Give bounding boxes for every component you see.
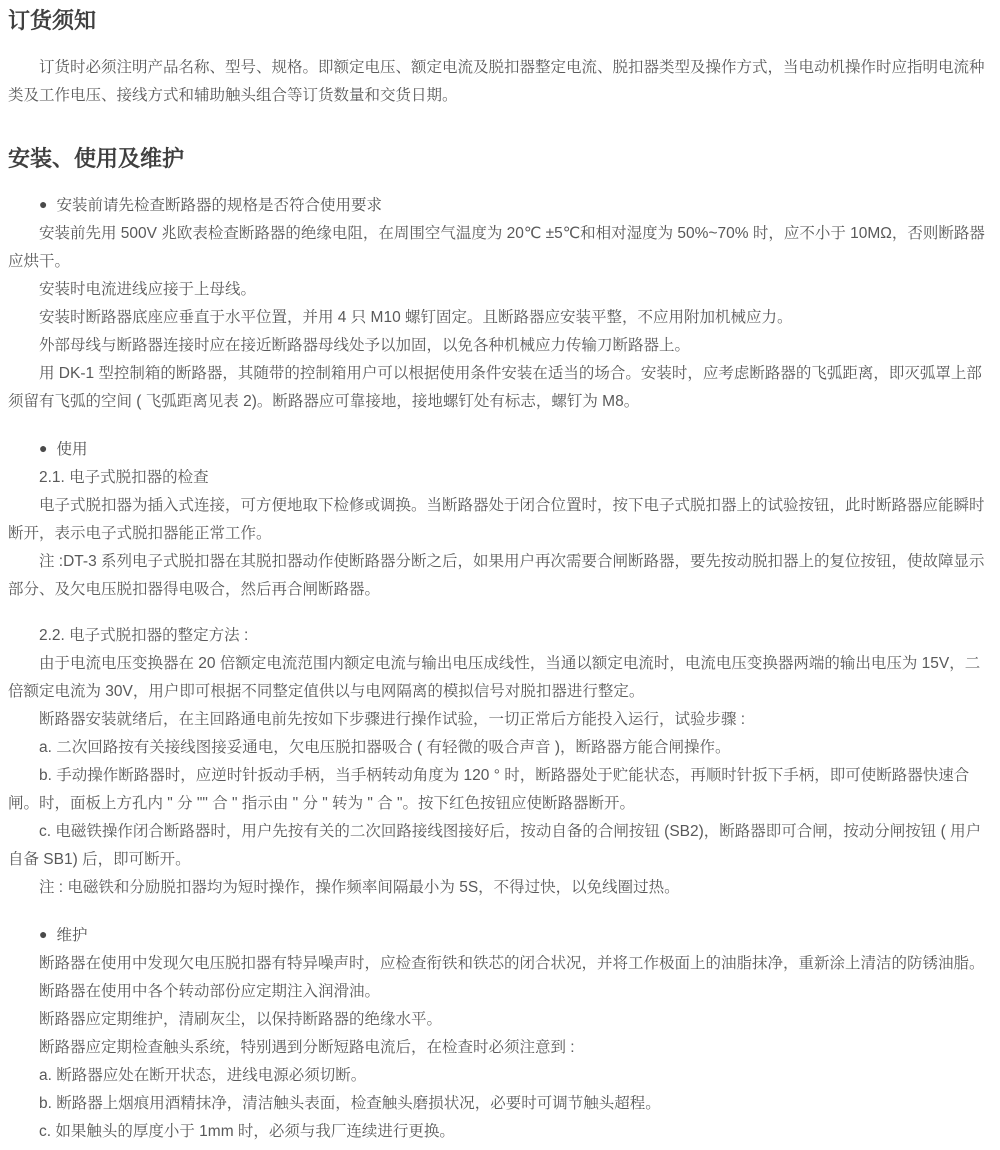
paragraph-step-c-electromagnet: c. 电磁铁操作闭合断路器时，用户先按有关的二次回路接线图接好后，按动自备的合闸按钮 (SB2)，断路器即可合闸，按动分闸按钮 ( 用户自备 SB1) 后，即可断开。 bbox=[8, 823, 982, 868]
paragraph-base-mounting: 安装时断路器底座应垂直于水平位置，并用 4 只 M10 螺钉固定。且断路器应安装平整，不应用附加机械应力。 bbox=[39, 309, 793, 326]
bullet-icon: ● bbox=[39, 440, 48, 456]
bullet-label: 使用 bbox=[56, 441, 88, 458]
paragraph-step-a-secondary-circuit: a. 二次回路按有关接线图接妥通电，欠电压脱扣器吸合 ( 有轻微的吸合声音 )，断路器方能合闸操作。 bbox=[39, 739, 731, 756]
paragraph-incoming-line: 安装时电流进线应接于上母线。 bbox=[39, 281, 257, 298]
bullet-label: 安装前请先检查断路器的规格是否符合使用要求 bbox=[56, 197, 382, 214]
paragraph-lubrication: 断路器在使用中各个转动部份应定期注入润滑油。 bbox=[39, 983, 381, 1000]
paragraph-check-c-thickness: c. 如果触头的厚度小于 1mm 时，必须与我厂连续进行更换。 bbox=[39, 1123, 455, 1140]
paragraph-contact-system-check: 断路器应定期检查触头系统，特别遇到分断短路电流后，在检查时必须注意到 : bbox=[39, 1039, 575, 1056]
paragraph-undervoltage-noise: 断路器在使用中发现欠电压脱扣器有特异噪声时，应检查衔铁和铁芯的闭合状况，并将工作极面上的油脂抹净，重新涂上清洁的防锈油脂。 bbox=[39, 955, 985, 972]
paragraph-2-2-heading: 2.2. 电子式脱扣器的整定方法 : bbox=[39, 627, 249, 644]
section-title-ordering: 订货须知 bbox=[8, 8, 97, 33]
paragraph-2-1-heading: 2.1. 电子式脱扣器的检查 bbox=[39, 469, 209, 486]
paragraph-voltage-converter: 由于电流电压变换器在 20 倍额定电流范围内额定电流与输出电压成线性，当通以额定电流时，电流电压变换器两端的输出电压为 15V，二倍额定电流为 30V，用户即可根据不同整定值供以与电网隔离的模拟信号对脱扣器进行整定。 bbox=[8, 655, 981, 700]
paragraph-busbar-reinforce: 外部母线与断路器连接时应在接近断路器母线处予以加固，以免各种机械应力传输刀断路器上。 bbox=[39, 337, 691, 354]
paragraph-step-b-manual-operation: b. 手动操作断路器时，应逆时针扳动手柄，当手柄转动角度为 120 ° 时，断路器处于贮能状态，再顺时针扳下手柄，即可使断路器快速合闸。时，面板上方孔内 " 分 "" 合 " 指示由 " 分 " 转为 " 合 "。按下红色按钮应使断路器断开。 bbox=[8, 767, 970, 812]
paragraph-note-dt3: 注 :DT-3 系列电子式脱扣器在其脱扣器动作使断路器分断之后，如果用户再次需要合闸断路器，要先按动脱扣器上的复位按钮，使故障显示部分、及欠电压脱扣器得电吸合，然后再合闸断路器。 bbox=[8, 553, 985, 598]
paragraph-dk1-control-box: 用 DK-1 型控制箱的断路器，其随带的控制箱用户可以根据使用条件安装在适当的场合。安装时，应考虑断路器的飞弧距离，即灭弧罩上部须留有飞弧的空间 ( 飞弧距离见表 2)。断路器应可靠接地，接地螺钉处有标志，螺钉为 M8。 bbox=[8, 365, 982, 410]
bullet-icon: ● bbox=[39, 196, 48, 212]
bullet-item-pre-install-check bbox=[8, 190, 992, 220]
paragraph-ordering-info: 订货时必须注明产品名称、型号、规格。即额定电压、额定电流及脱扣器整定电流、脱扣器类型及操作方式，当电动机操作时应指明电流种类及工作电压、接线方式和辅助触头组合等订货数量和交货日期。 bbox=[8, 59, 985, 104]
bullet-label: 维护 bbox=[56, 927, 88, 944]
paragraph-regular-cleaning: 断路器应定期维护，清刷灰尘，以保持断路器的绝缘水平。 bbox=[39, 1011, 443, 1028]
bullet-icon: ● bbox=[39, 926, 48, 942]
paragraph-check-a-power-off: a. 断路器应处在断开状态，进线电源必须切断。 bbox=[39, 1067, 367, 1084]
bullet-item-maintenance bbox=[8, 920, 992, 950]
paragraph-note-electromagnet: 注 : 电磁铁和分励脱扣器均为短时操作，操作频率间隔最小为 5S，不得过快，以免线圈过热。 bbox=[39, 879, 680, 896]
paragraph-trip-unit-check: 电子式脱扣器为插入式连接，可方便地取下检修或调换。当断路器处于闭合位置时，按下电子式脱扣器上的试验按钮，此时断路器应能瞬时断开，表示电子式脱扣器能正常工作。 bbox=[8, 497, 985, 542]
paragraph-test-steps-intro: 断路器安装就绪后，在主回路通电前先按如下步骤进行操作试验，一切正常后方能投入运行，试验步骤 : bbox=[39, 711, 746, 728]
section-title-install-use-maintain: 安装、使用及维护 bbox=[8, 146, 185, 171]
paragraph-megger-test: 安装前先用 500V 兆欧表检查断路器的绝缘电阻，在周围空气温度为 20℃ ±5℃和相对湿度为 50%~70% 时，应不小于 10MΩ，否则断路器应烘干。 bbox=[8, 225, 985, 270]
bullet-item-usage bbox=[8, 434, 992, 464]
paragraph-check-b-clean-contacts: b. 断路器上烟痕用酒精抹净，清洁触头表面，检查触头磨损状况，必要时可调节触头超程。 bbox=[39, 1095, 661, 1112]
